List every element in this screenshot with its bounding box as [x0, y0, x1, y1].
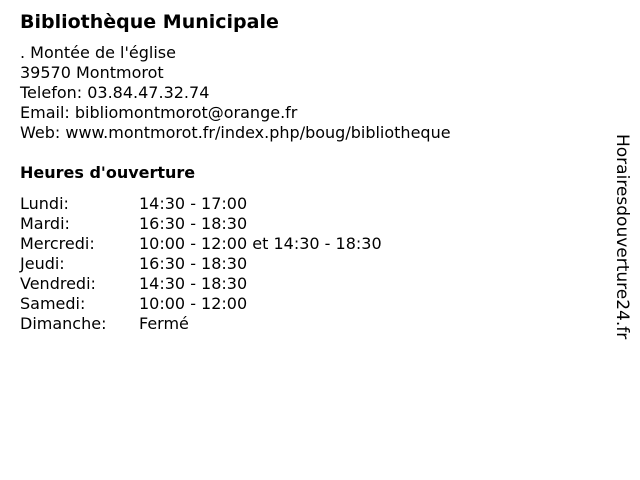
day-label: Vendredi:: [20, 274, 96, 293]
day-times: 10:00 - 12:00 et 14:30 - 18:30: [139, 234, 382, 253]
address-street: . Montée de l'église: [20, 43, 176, 62]
day-times: 14:30 - 18:30: [139, 274, 248, 293]
hours-row-tuesday: [20, 214, 382, 234]
day-label: Dimanche:: [20, 314, 107, 333]
opening-hours-heading: Heures d'ouverture: [20, 163, 196, 182]
hours-row-thursday: [20, 254, 382, 274]
day-times: 14:30 - 17:00: [139, 194, 248, 213]
day-times: 16:30 - 18:30: [139, 254, 248, 273]
site-watermark: Horairesdouverture24.fr: [612, 134, 632, 340]
email-address: Email: bibliomontmorot@orange.fr: [20, 103, 298, 122]
address-city: 39570 Montmorot: [20, 63, 164, 82]
hours-row-monday: [20, 194, 382, 214]
day-label: Mardi:: [20, 214, 70, 233]
day-times: 10:00 - 12:00: [139, 294, 248, 313]
hours-row-wednesday: [20, 234, 382, 254]
phone-number: Telefon: 03.84.47.32.74: [20, 83, 210, 102]
day-label: Mercredi:: [20, 234, 95, 253]
day-label: Jeudi:: [20, 254, 65, 273]
address-block: [20, 43, 451, 143]
hours-row-saturday: [20, 294, 382, 314]
website-url: Web: www.montmorot.fr/index.php/boug/bibliotheque: [20, 123, 451, 142]
hours-row-friday: [20, 274, 382, 294]
day-label: Lundi:: [20, 194, 69, 213]
hours-row-sunday: [20, 314, 382, 334]
library-name: Bibliothèque Municipale: [20, 11, 279, 33]
day-times: 16:30 - 18:30: [139, 214, 248, 233]
opening-hours-table: [20, 194, 382, 334]
day-times: Fermé: [139, 314, 189, 333]
day-label: Samedi:: [20, 294, 86, 313]
